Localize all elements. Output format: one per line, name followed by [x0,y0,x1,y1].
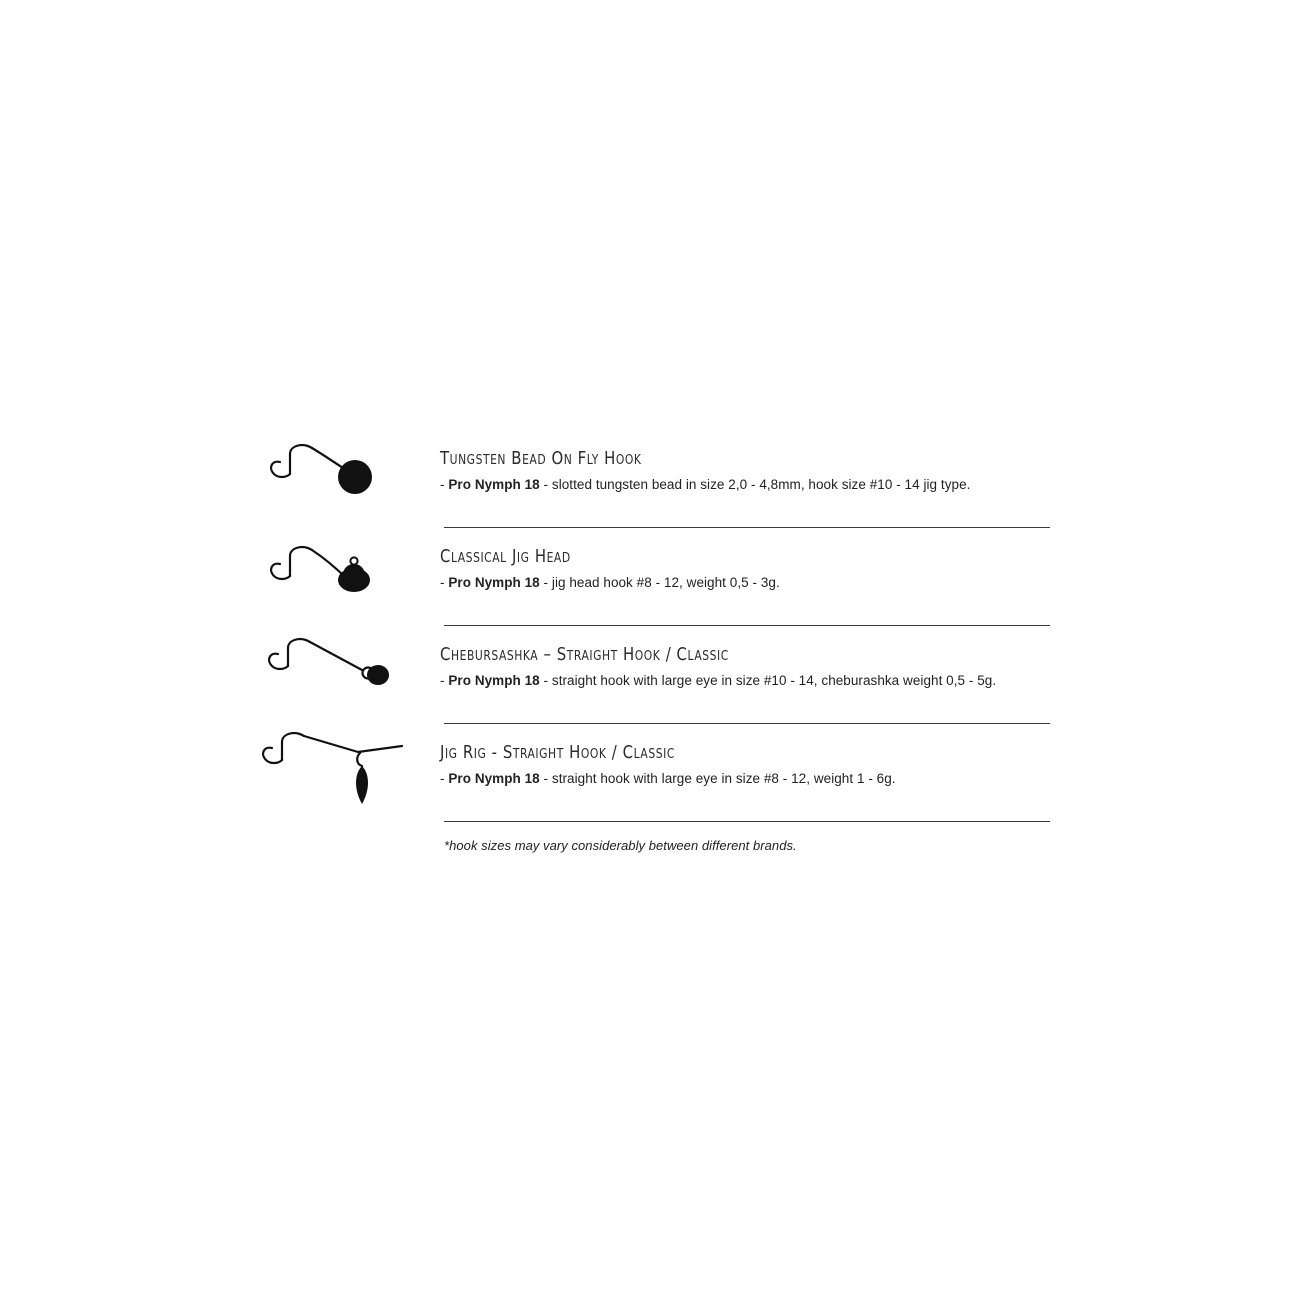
jig-rig-straight-hook-icon [250,724,440,822]
item-content [440,626,1050,688]
footnote: *hook sizes may vary considerably between different brands. [444,838,797,853]
item-heading: Jig Rig - Straight Hook / Classic [440,742,675,763]
desc-prefix: - [440,771,449,786]
item-description [440,575,1050,590]
figure-jig-rig [250,724,440,822]
product-name: Pro Nymph 18 [448,575,540,590]
desc-rest: - jig head hook #8 - 12, weight 0,5 - 3g. [539,575,780,590]
divider [444,821,1050,822]
item-description [440,477,1050,492]
item-heading: Classical Jig Head [440,546,571,567]
item-content [440,430,1050,492]
desc-rest: - slotted tungsten bead in size 2,0 - 4,8mm, hook size #10 - 14 jig type. [539,477,971,492]
desc-rest: - straight hook with large eye in size #8 - 12, weight 1 - 6g. [539,771,896,786]
tungsten-bead-fly-hook-icon [250,430,440,528]
product-name: Pro Nymph 18 [448,771,540,786]
item-content [440,528,1050,590]
figure-classical-jig-head [250,528,440,626]
list-item [250,626,1050,724]
list-item [250,430,1050,528]
product-name: Pro Nymph 18 [448,477,540,492]
desc-prefix: - [440,477,449,492]
figure-chebursashka [250,626,440,724]
item-content [440,724,1050,786]
item-heading: Tungsten Bead On Fly Hook [440,448,642,469]
desc-prefix: - [440,673,449,688]
rig-list [250,430,1050,822]
product-name: Pro Nymph 18 [448,673,540,688]
desc-rest: - straight hook with large eye in size #10 - 14, cheburashka weight 0,5 - 5g. [539,673,997,688]
list-item [250,724,1050,822]
item-heading: Chebursashka – Straight Hook / Classic [440,644,729,665]
list-item [250,528,1050,626]
figure-tungsten-bead [250,430,440,528]
classical-jig-head-icon [250,528,440,626]
desc-prefix: - [440,575,449,590]
chebursashka-straight-hook-icon [250,626,440,724]
item-description [440,771,1050,786]
item-description [440,673,1050,688]
